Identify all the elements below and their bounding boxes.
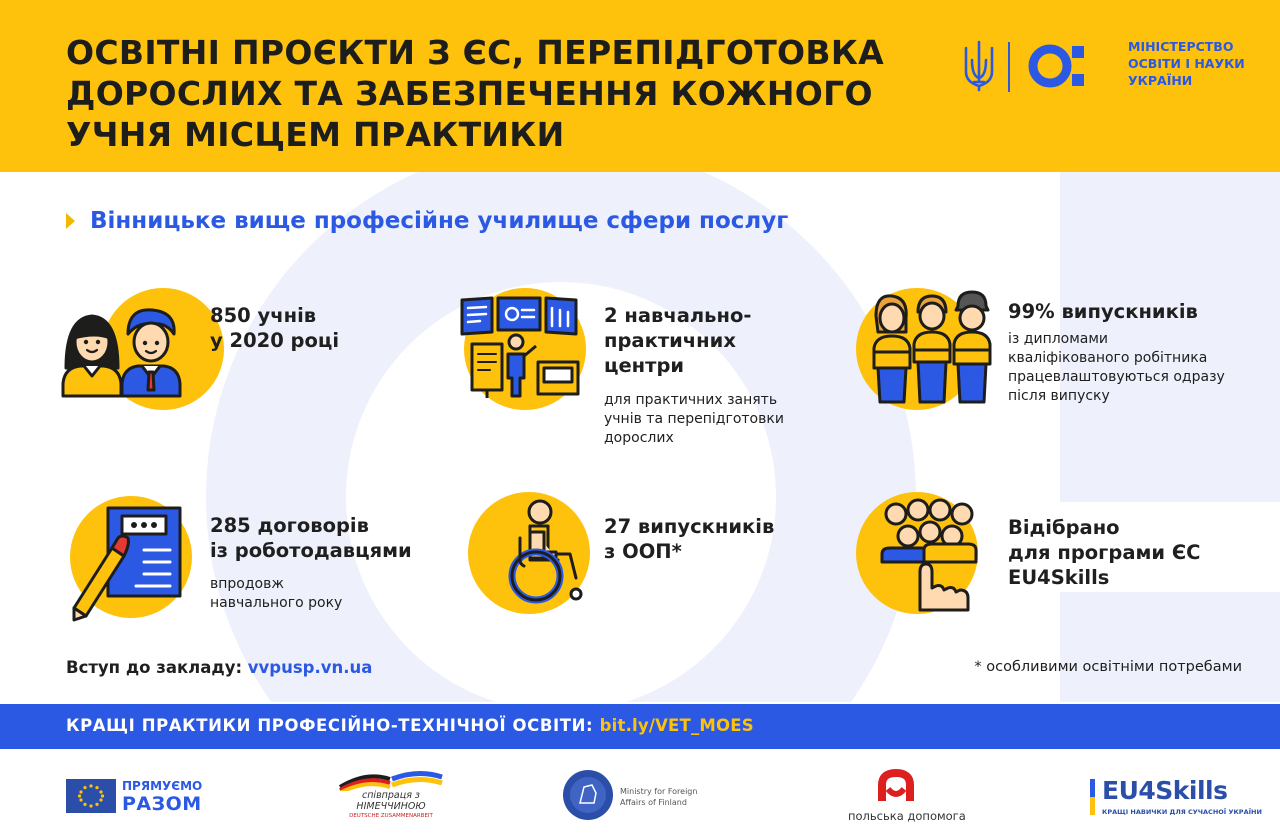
eu4skills-subtitle: КРАЩІ НАВИЧКИ ДЛЯ СУЧАСНОЇ УКРАЇНИ xyxy=(1102,808,1262,816)
best-practices-banner xyxy=(0,704,1280,749)
stat-description: із дипломами кваліфікованого робітника працевлаштовуються одразу після випуску xyxy=(1008,331,1225,404)
eu-logo-line2: РАЗОМ xyxy=(122,793,202,815)
stat-headline: 27 випускників з ООП* xyxy=(604,515,775,563)
eu4skills-title: EU4Skills xyxy=(1102,776,1228,805)
stat-headline: 99% випускників xyxy=(1008,300,1198,323)
school-name: Вінницьке вище професійне училище сфери послуг xyxy=(90,208,789,234)
header-banner xyxy=(0,0,1280,172)
germany-cooperation-logo xyxy=(336,767,446,823)
students-icon xyxy=(58,298,182,408)
bullet-triangle-icon xyxy=(66,213,75,229)
enroll-link[interactable]: vvpusp.vn.ua xyxy=(247,658,373,677)
polish-aid-text: польська допомога xyxy=(848,809,966,823)
polish-aid-icon xyxy=(848,769,944,807)
eu4skills-logo xyxy=(1090,776,1262,819)
graduates-icon xyxy=(870,292,994,412)
trident-icon xyxy=(962,40,996,92)
training-center-icon xyxy=(458,294,582,404)
eu-logo xyxy=(66,779,226,815)
finland-logo xyxy=(562,769,732,821)
footnote: * особливими освітніми потребами xyxy=(974,659,1242,675)
germany-logo-subtext: DEUTSCHE ZUSAMMENARBEIT xyxy=(349,813,433,819)
stat-headline: 2 навчально- практичних центри xyxy=(604,304,752,377)
eu-logo-line1: ПРЯМУЄМО xyxy=(122,779,203,793)
logo-divider xyxy=(1008,42,1010,92)
finland-logo-text: Ministry for Foreign Affairs of Finland xyxy=(620,787,698,807)
partner-logos xyxy=(0,749,1280,840)
page-title: ОСВІТНІ ПРОЄКТИ З ЄС, ПЕРЕПІДГОТОВКА ДОРОСЛИХ ТА ЗАБЕЗПЕЧЕННЯ КОЖНОГО УЧНЯ МІСЦЕМ ПРАКТИКИ xyxy=(66,33,884,154)
stat-headline: 285 договорів із роботодавцями xyxy=(210,514,412,562)
enroll-line xyxy=(66,658,372,677)
banner-label: КРАЩІ ПРАКТИКИ ПРОФЕСІЙНО-ТЕХНІЧНОЇ ОСВІТИ: xyxy=(66,716,594,735)
stat-headline: 850 учнів у 2020 році xyxy=(210,304,340,352)
enroll-label: Вступ до закладу: xyxy=(66,658,243,677)
selected-people-icon xyxy=(880,498,990,618)
contract-icon xyxy=(72,504,192,624)
banner-text xyxy=(66,716,754,735)
germany-flag-icon xyxy=(336,767,446,791)
finland-emblem-icon xyxy=(562,769,614,821)
ministry-logo xyxy=(962,38,1262,98)
stat-description: впродовж навчального року xyxy=(210,576,343,611)
germany-logo-text: співпраця з НІМЕЧЧИНОЮ xyxy=(356,790,426,812)
ministry-name: МІНІСТЕРСТВО ОСВІТИ І НАУКИ УКРАЇНИ xyxy=(1128,39,1245,88)
stat-headline: Відібрано для програми ЄС EU4Skills xyxy=(1008,516,1201,589)
stat-description: для практичних занять учнів та перепідготовки дорослих xyxy=(604,392,784,446)
polish-aid-logo xyxy=(848,769,966,825)
ministry-mark-icon xyxy=(1028,40,1084,92)
eu4skills-bar xyxy=(1090,779,1095,815)
wheelchair-icon xyxy=(500,498,590,608)
banner-link[interactable]: bit.ly/VET_MOES xyxy=(599,716,754,735)
eu-stars-icon xyxy=(66,779,116,813)
